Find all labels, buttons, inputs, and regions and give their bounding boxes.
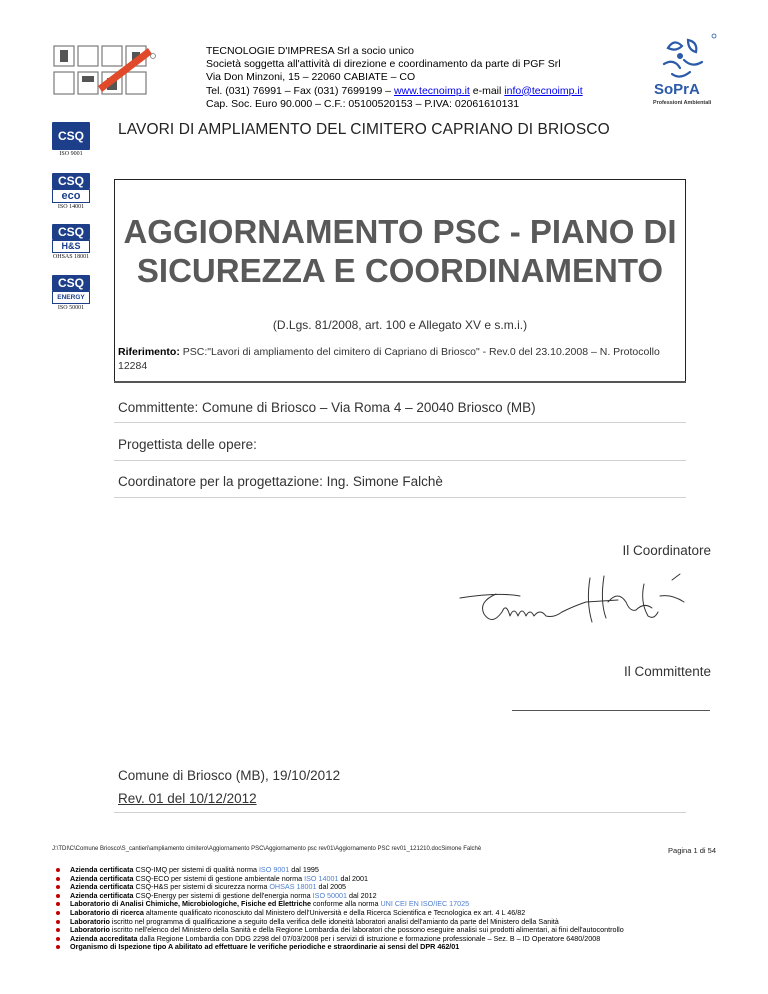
divider: [114, 422, 686, 423]
list-item: Azienda certificata CSQ-Energy per sistemi di gestione dell'energia norma ISO 50001 dal 2012: [56, 892, 736, 901]
company-header: [206, 45, 583, 111]
client-signature-line: [512, 710, 710, 711]
company-address: Via Don Minzoni, 15 – 22060 CABIATE – CO: [206, 71, 416, 84]
client-signature-label: Il Committente: [623, 664, 711, 679]
company-capital: Cap. Soc. Euro 90.000 – C.F.: 05100520153 – P.IVA: 02061610131: [206, 97, 520, 110]
file-path: J:\TDI\C\Comune Briosco\S_cantieri\ampliamento cimitero\Aggiornamento PSC\Aggiornamento psc rev01\Aggiornamento PSC rev01_121210.docSimone Falchè: [52, 846, 482, 852]
list-item: Azienda certificata CSQ-IMQ per sistemi di qualità norma ISO 9001 dal 1995: [56, 866, 736, 875]
list-item: Laboratorio di ricerca altamente qualificato riconosciuto dal Ministero dell'Università e della Ricerca Scientifica e Tecnologica ex art. 4 L 46/82: [56, 909, 736, 918]
place-date: Comune di Briosco (MB), 19/10/2012: [118, 768, 341, 783]
page-number: Pagina 1 di 54: [668, 846, 716, 855]
sopra-logo-text: SoPrA: [654, 81, 700, 98]
badge-iso-50001: CSQ ENERGY ISO 50001: [52, 275, 90, 311]
badge-iso-14001: CSQ eco ISO 14001: [52, 173, 90, 210]
divider: [114, 460, 686, 461]
divider: [114, 812, 686, 813]
email-link[interactable]: info@tecnoimp.it: [504, 84, 583, 97]
list-item: Laboratorio iscritto nell'elenco del Ministero della Sanità e della Regione Lombardia dei laboratori che possono eseguire analisi sui prodotti alimentari, ai fini dell'autocontrollo: [56, 926, 736, 935]
badge-ohsas-18001: CSQ H&S OHSAS 18001: [52, 225, 90, 260]
csq-icon: CSQ: [52, 122, 90, 150]
company-name: TECNOLOGIE D'IMPRESA Srl a socio unico: [206, 45, 414, 57]
progettista-line: Progettista delle opere:: [118, 437, 257, 452]
list-item: Laboratorio di Analisi Chimiche, Microbiologiche, Fisiche ed Elettriche conforme alla norma UNI CEI EN ISO/IEC 17025: [56, 900, 736, 909]
eco-icon: eco: [52, 189, 90, 203]
csq-icon: CSQ: [52, 224, 90, 240]
energy-icon: ENERGY: [52, 291, 90, 304]
list-item: Azienda certificata CSQ-H&S per sistemi di sicurezza norma OHSAS 18001 dal 2005: [56, 883, 736, 892]
reference-label: Riferimento:: [118, 346, 180, 358]
website-link[interactable]: www.tecnoimp.it: [393, 84, 470, 97]
company-logo: [52, 42, 164, 102]
csq-icon: CSQ: [52, 275, 90, 291]
committente-line: Committente: Comune di Briosco – Via Roma 4 – 20040 Briosco (MB): [118, 400, 536, 415]
coordinator-signature-label: Il Coordinatore: [622, 543, 711, 558]
company-direction: Società soggetta all'attività di direzione e coordinamento da parte di PGF Srl: [206, 58, 561, 71]
company-contacts: Tel. (031) 76991 – Fax (031) 7699199 – www.tecnoimp.it e-mail info@tecnoimp.it: [206, 84, 583, 97]
list-item: Azienda accreditata dalla Regione Lombardia con DDG 2298 del 07/03/2008 per i servizi di istruzione e formazione professionale – Sez. B – ID Operatore 6480/2008: [56, 935, 736, 944]
list-item: Laboratorio iscritto nel programma di qualificazione a seguito della verifica delle idoneità laboratori analisi dell'amianto da parte del Ministero della Sanità: [56, 918, 736, 927]
list-item: Organismo di Ispezione tipo A abilitato ad effettuare le verifiche periodiche e straordinarie ai sensi del DPR 462/01: [56, 943, 736, 952]
coordinatore-line: Coordinatore per la progettazione: Ing. Simone Falchè: [118, 474, 443, 489]
sopra-logo-subtext: Professioni Ambientali: [653, 100, 712, 106]
reference-note: Riferimento: PSC:"Lavori di ampliamento del cimitero di Capriano di Briosco" - Rev.0 del 23.10.2008 – N. Protocollo 12284: [118, 346, 660, 372]
revision: Rev. 01 del 10/12/2012: [118, 791, 257, 806]
badge-iso-9001: CSQ ISO 9001: [52, 122, 90, 157]
hs-icon: H&S: [52, 240, 90, 253]
project-title: LAVORI DI AMPLIAMENTO DEL CIMITERO CAPRIANO DI BRIOSCO: [118, 121, 610, 138]
csq-icon: CSQ: [52, 173, 90, 189]
list-item: Azienda certificata CSQ-ECO per sistemi di gestione ambientale norma ISO 14001 dal 2001: [56, 875, 736, 884]
divider: [114, 497, 686, 498]
law-reference: (D.Lgs. 81/2008, art. 100 e Allegato XV e s.m.i.): [272, 318, 528, 332]
document-title: AGGIORNAMENTO PSC - PIANO DI SICUREZZA E COORDINAMENTO: [123, 213, 677, 289]
sopra-logo: [650, 30, 720, 110]
divider: [114, 381, 686, 383]
coordinator-signature: [458, 572, 698, 630]
certifications-list: [56, 866, 736, 952]
